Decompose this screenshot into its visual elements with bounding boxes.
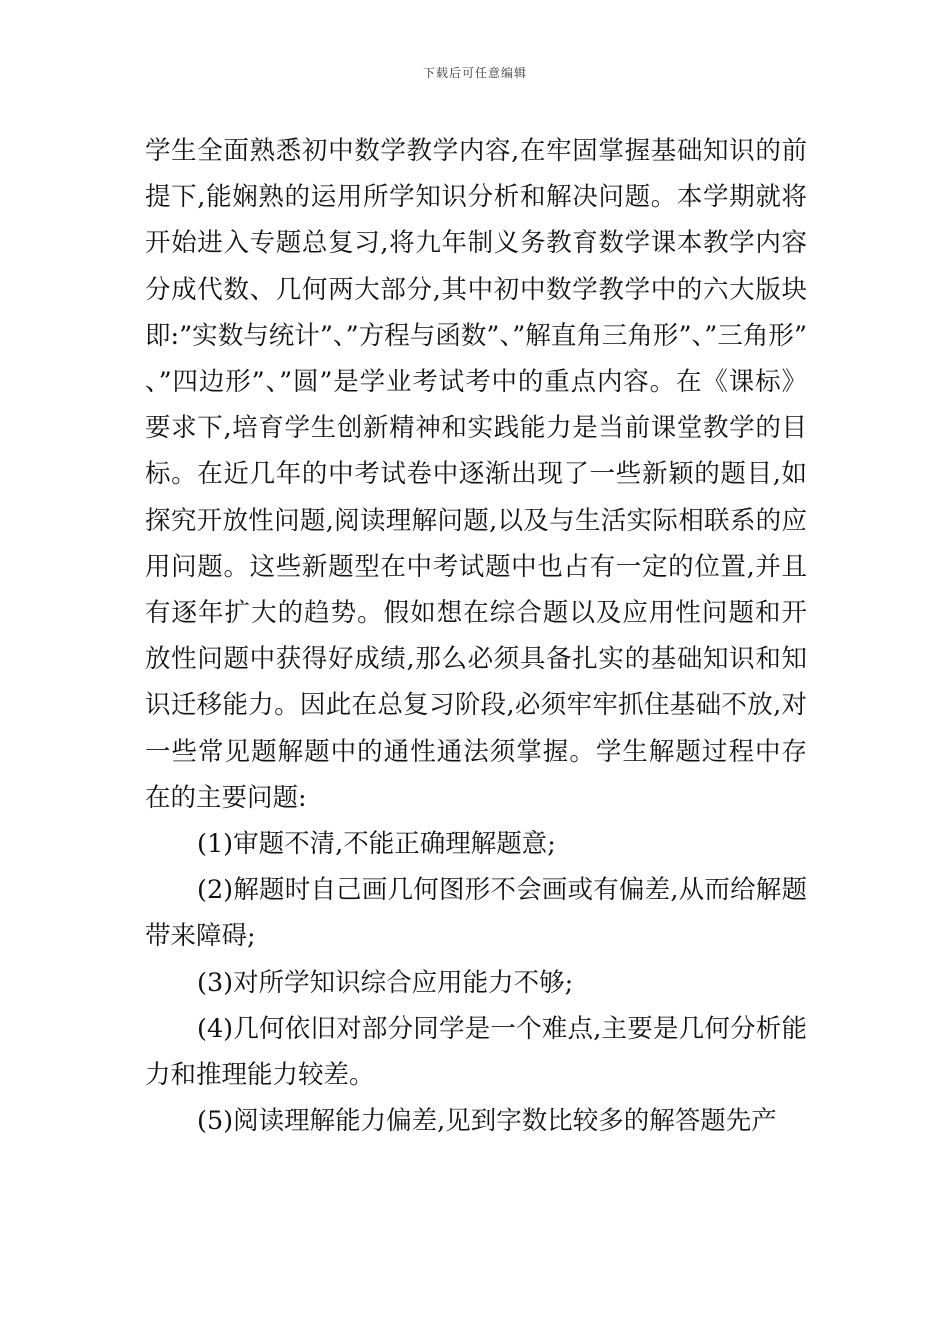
paragraph-intro: 学生全面熟悉初中数学教学内容,在牢固掌握基础知识的前提下,能娴熟的运用所学知识分析和解决问题。本学期就将开始进入专题总复习,将九年制义务教育数学课本教学内容分成代数、几何两大部分,其中初中数学教学中的六大版块即:”实数与统计”、”方程与函数”、”解直角三角形”、”三角形”、”四边形”、”圆”是学业考试考中的重点内容。在《课标》要求下,培育学生创新精神和实践能力是当前课堂教学的目标。在近几年的中考试卷中逐渐出现了一些新颖的题目,如探究开放性问题,阅读理解问题,以及与生活实际相联系的应用问题。这些新题型在中考试题中也占有一定的位置,并且有逐年扩大的趋势。假如想在综合题以及应用性问题和开放性问题中获得好成绩,那么必须具备扎实的基础知识和知识迁移能力。因此在总复习阶段,必须牢牢抓住基础不放,对一些常见题解题中的通性通法须掌握。学生解题过程中存在的主要问题: bbox=[145, 136, 807, 813]
list-item-problem-4: (4)几何依旧对部分同学是一个难点,主要是几何分析能力和推理能力较差。 bbox=[145, 1013, 807, 1091]
list-item-problem-5: (5)阅读理解能力偏差,见到字数比较多的解答题先产 bbox=[197, 1106, 777, 1137]
list-item-problem-1: (1)审题不清,不能正确理解题意; bbox=[197, 829, 556, 860]
list-item-problem-2: (2)解题时自己画几何图形不会画或有偏差,从而给解题带来障碍; bbox=[145, 875, 807, 952]
document-body bbox=[145, 128, 807, 1144]
list-item-problem-3: (3)对所学知识综合应用能力不够; bbox=[197, 967, 574, 998]
page-header-note: 下载后可任意编辑 bbox=[422, 66, 527, 80]
